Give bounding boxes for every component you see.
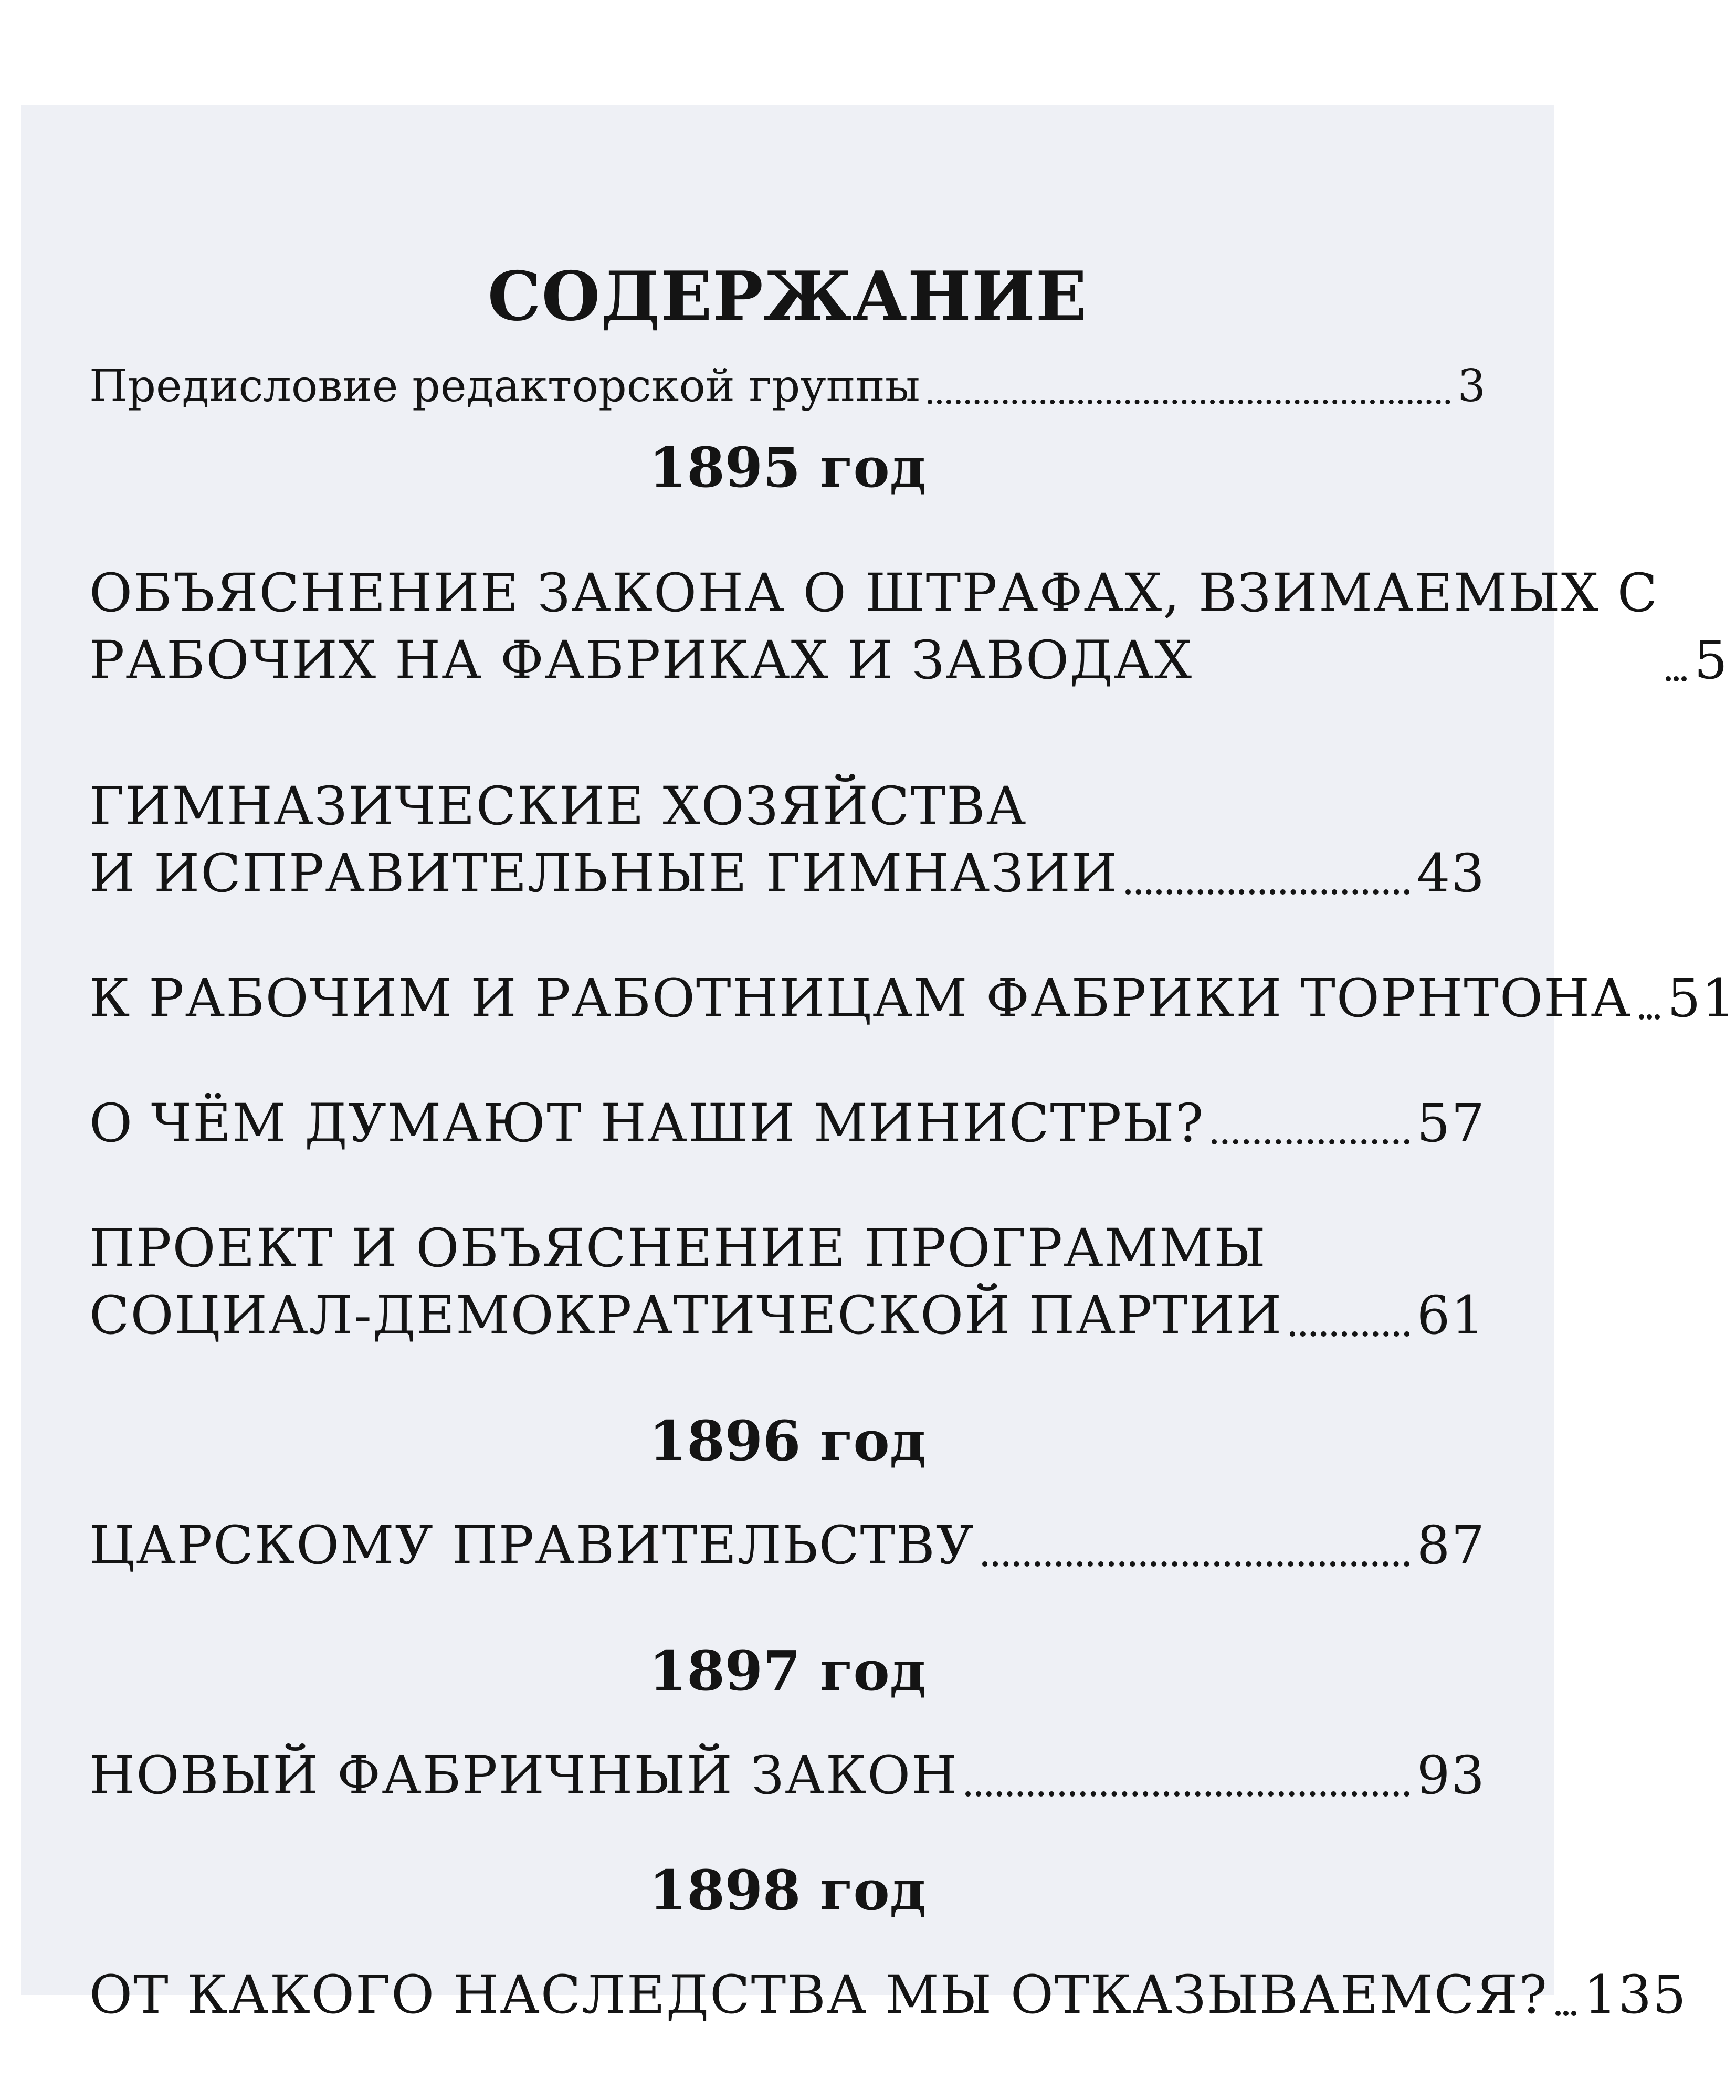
toc-page-number: 5 bbox=[1694, 629, 1729, 691]
toc-page-number: 87 bbox=[1416, 1515, 1486, 1576]
toc-page-number: 57 bbox=[1416, 1093, 1486, 1154]
toc-page-number: 135 bbox=[1583, 1964, 1687, 2025]
toc-page-number: 61 bbox=[1416, 1285, 1486, 1346]
section-year-1897: 1897 год bbox=[648, 1639, 927, 1703]
dot-leader bbox=[1125, 889, 1409, 895]
dot-leader bbox=[1639, 1014, 1660, 1020]
dot-leader bbox=[928, 400, 1450, 404]
toc-entry[interactable] bbox=[89, 1215, 1486, 1349]
toc-entry-title: О ЧЁМ ДУМАЮТ НАШИ МИНИСТРЫ? bbox=[89, 1093, 1205, 1154]
toc-entry[interactable] bbox=[89, 965, 1736, 1032]
toc-page-number: 3 bbox=[1457, 360, 1486, 412]
toc-entry[interactable] bbox=[89, 560, 1729, 694]
page-title: СОДЕРЖАНИЕ bbox=[487, 257, 1088, 336]
toc-entry-title: ОТ КАКОГО НАСЛЕДСТВА МЫ ОТКАЗЫВАЕМСЯ? bbox=[89, 1964, 1548, 2025]
toc-entry[interactable] bbox=[89, 1090, 1486, 1157]
toc-entry-title: К РАБОЧИМ И РАБОТНИЦАМ ФАБРИКИ ТОРНТОНА bbox=[89, 968, 1632, 1029]
table-of-contents bbox=[89, 257, 1736, 2029]
toc-entry[interactable] bbox=[89, 1961, 1687, 2029]
section-year-1895: 1895 год bbox=[648, 435, 927, 500]
dot-leader bbox=[1666, 676, 1687, 681]
dot-leader bbox=[982, 1561, 1409, 1567]
toc-entry-title: Предисловие редакторской группы bbox=[89, 360, 920, 412]
toc-page-number: 93 bbox=[1416, 1745, 1486, 1806]
section-year-1898: 1898 год bbox=[648, 1858, 927, 1923]
toc-entry-title: ЦАРСКОМУ ПРАВИТЕЛЬСТВУ bbox=[89, 1515, 975, 1576]
toc-page-number: 43 bbox=[1416, 843, 1486, 904]
toc-page-number: 51 bbox=[1667, 968, 1736, 1029]
toc-entry[interactable] bbox=[89, 773, 1486, 907]
dot-leader bbox=[1212, 1139, 1409, 1144]
toc-entry[interactable] bbox=[89, 1742, 1486, 1809]
toc-entry-title: ГИМНАЗИЧЕСКИЕ ХОЗЯЙСТВА И ИСПРАВИТЕЛЬНЫЕ ГИМНАЗИИ bbox=[89, 775, 1119, 904]
toc-entry-title: НОВЫЙ ФАБРИЧНЫЙ ЗАКОН bbox=[89, 1745, 959, 1806]
section-year-1896: 1896 год bbox=[648, 1409, 927, 1473]
toc-entry-title: ОБЪЯСНЕНИЕ ЗАКОНА О ШТРАФАХ, ВЗИМАЕМЫХ С РАБОЧИХ НА ФАБРИКАХ И ЗАВОДАХ bbox=[89, 562, 1659, 691]
toc-entry[interactable] bbox=[89, 1512, 1486, 1579]
toc-entry-title: ПРОЕКТ И ОБЪЯСНЕНИЕ ПРОГРАММЫ СОЦИАЛ-ДЕМОКРАТИЧЕСКОЙ ПАРТИИ bbox=[89, 1217, 1283, 1346]
dot-leader bbox=[965, 1791, 1409, 1797]
dot-leader bbox=[1290, 1331, 1409, 1337]
toc-entry-preface[interactable] bbox=[89, 357, 1486, 415]
dot-leader bbox=[1555, 2011, 1576, 2016]
